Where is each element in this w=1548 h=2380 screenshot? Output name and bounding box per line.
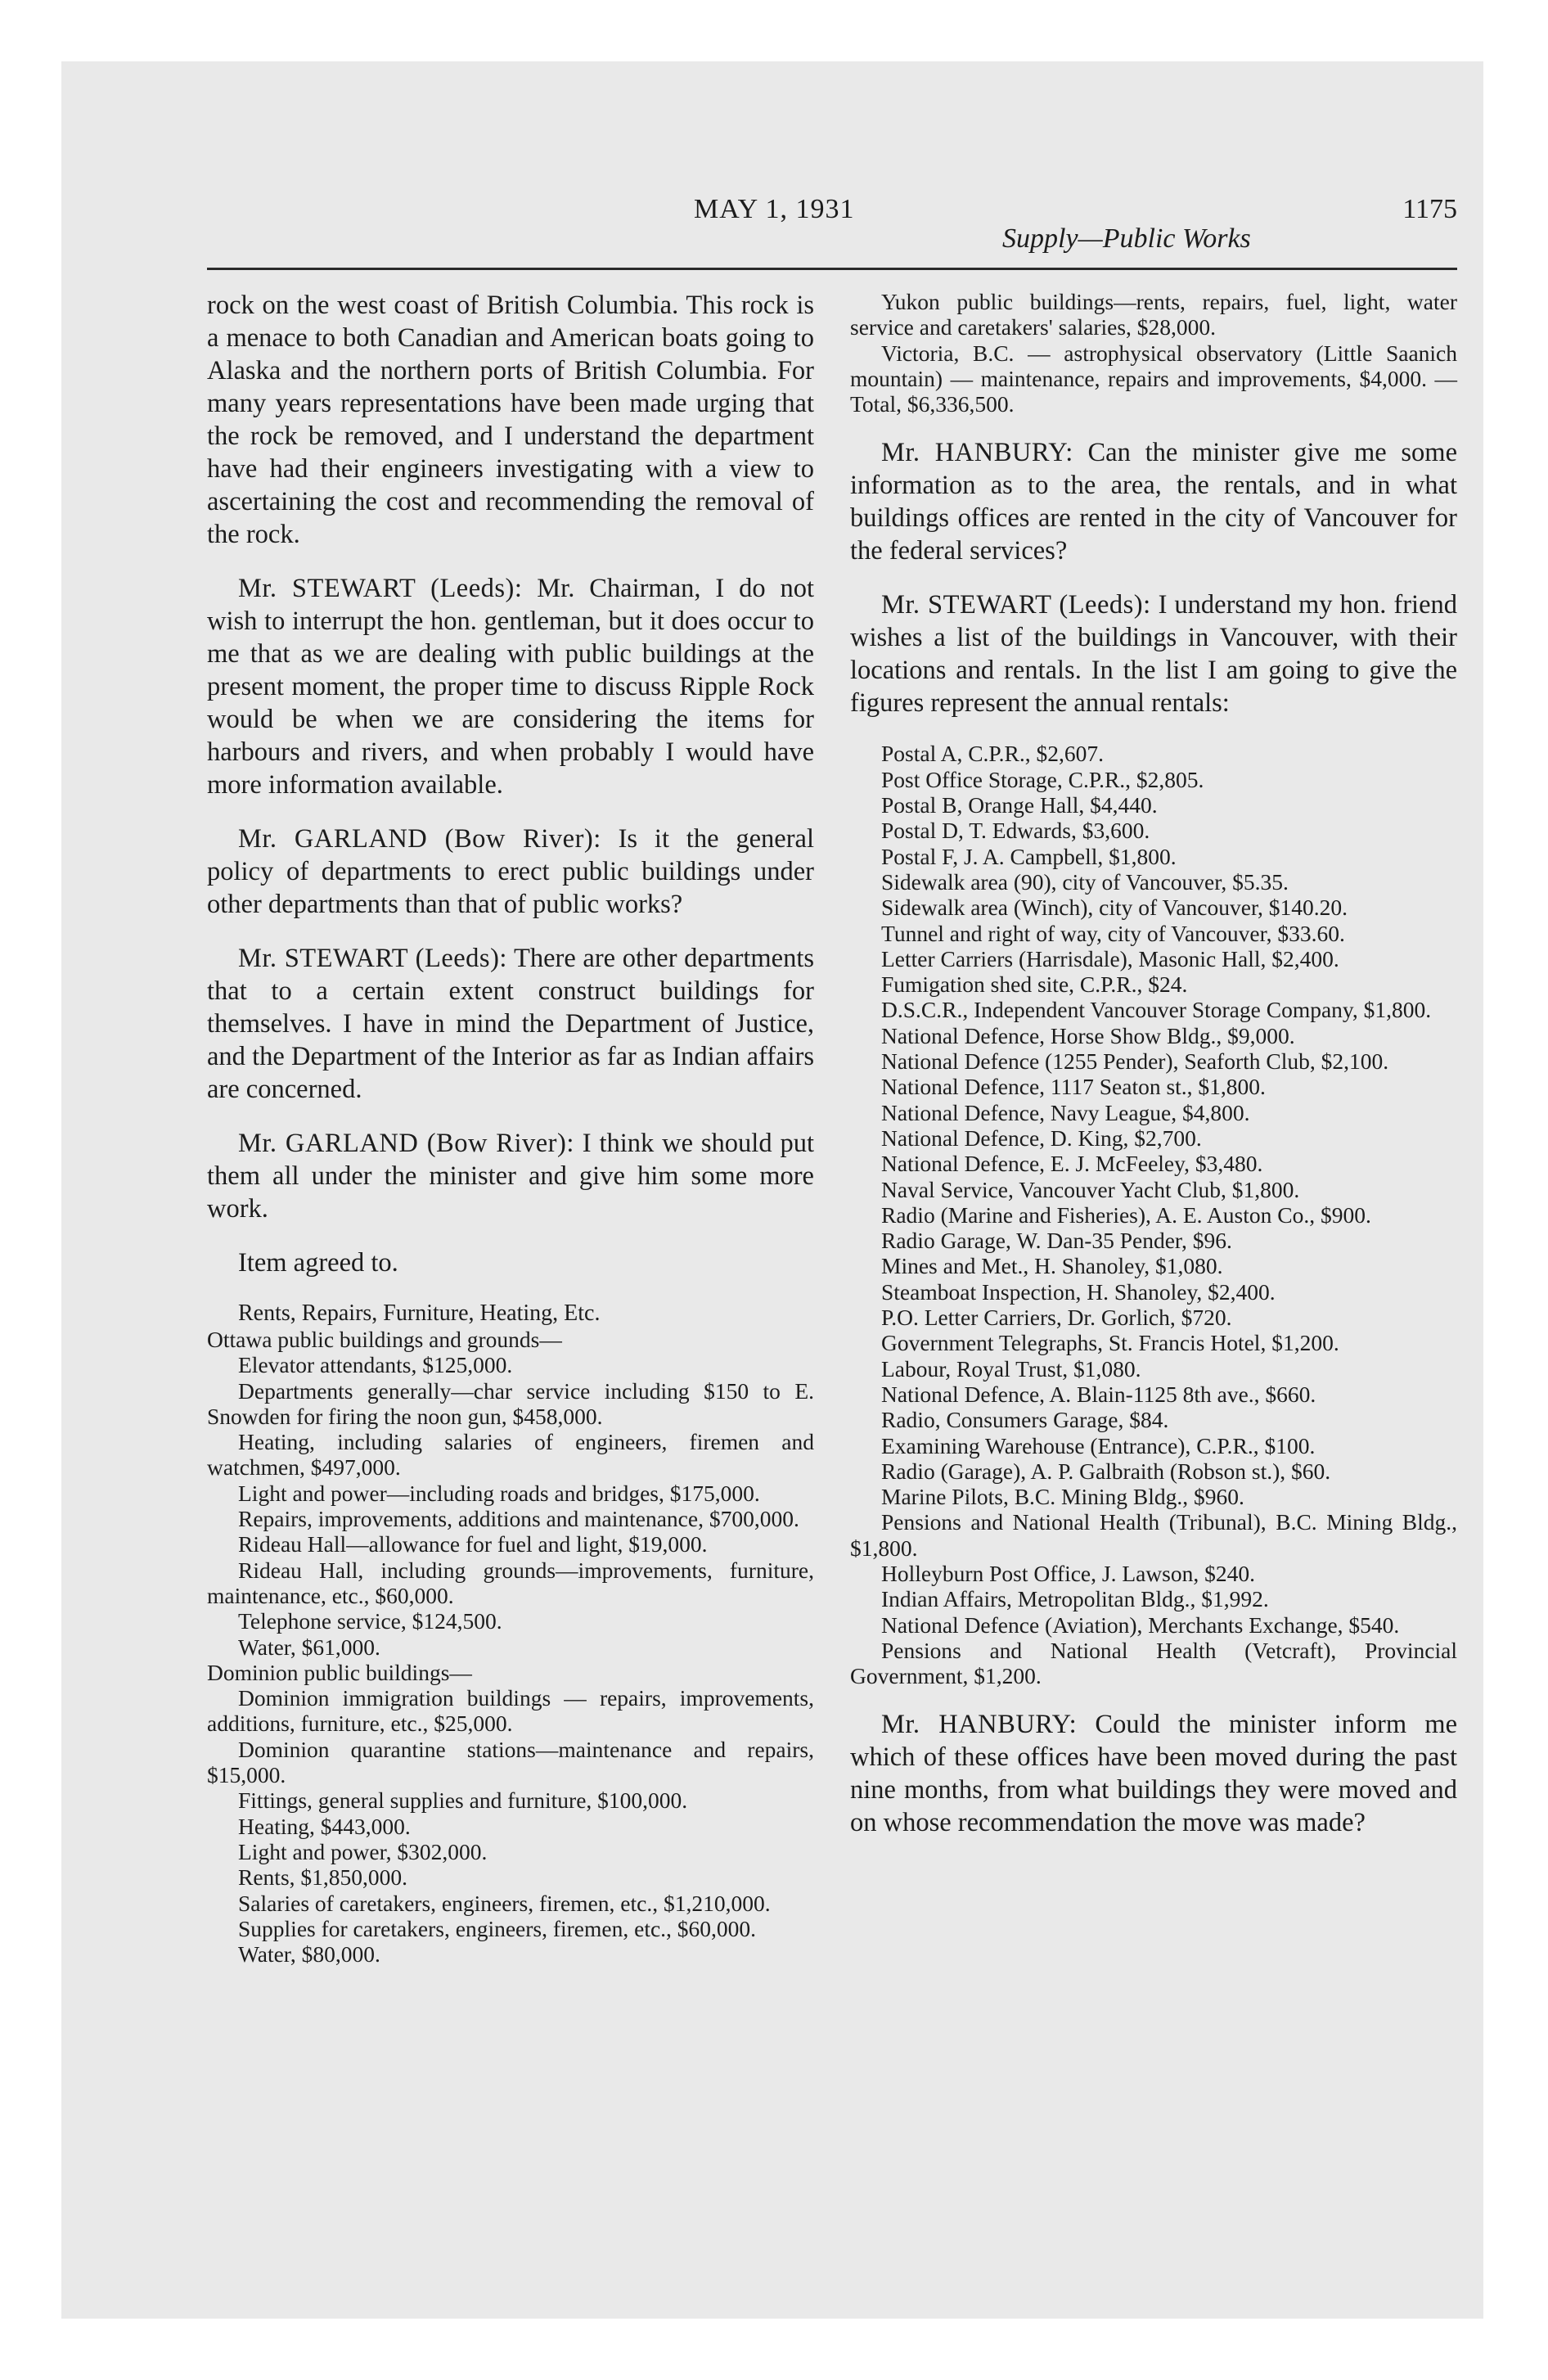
list-item: Repairs, improvements, additions and maintenance, $700,000. [238,1506,799,1532]
rental-item: Pensions and National Health (Tribunal), B.C. Mining Bldg., $1,800. [850,1509,1457,1561]
rental-item: Postal B, Orange Hall, $4,440. [881,792,1158,818]
rental-item: Radio (Garage), A. P. Galbraith (Robson st.), $60. [881,1458,1331,1484]
list-item: Elevator attendants, $125,000. [238,1352,513,1378]
rental-item: National Defence (1255 Pender), Seaforth Club, $2,100. [881,1048,1389,1075]
rental-item: Pensions and National Health (Vetcraft), Provincial Government, $1,200. [850,1637,1457,1689]
rental-item: Fumigation shed site, C.P.R., $24. [881,971,1188,998]
rental-item: Radio, Consumers Garage, $84. [881,1407,1169,1433]
paragraph [207,942,814,1106]
rentals-list [850,741,1457,1688]
rental-item: National Defence, Navy League, $4,800. [881,1099,1250,1125]
rental-item: National Defence, D. King, $2,700. [881,1125,1202,1151]
list-item: Dominion quarantine stations—maintenance and repairs, $15,000. [207,1736,814,1788]
paragraph [207,823,814,921]
rental-item: Examining Warehouse (Entrance), C.P.R., $100. [881,1432,1316,1458]
rental-item: National Defence (Aviation), Merchants Exchange, $540. [881,1611,1400,1638]
list-item: Heating, including salaries of engineers, firemen and watchmen, $497,000. [207,1429,814,1481]
list-item: Rideau Hall, including grounds—improvements, furniture, maintenance, etc., $60,000. [207,1557,814,1608]
rental-item: Post Office Storage, C.P.R., $2,805. [881,766,1204,792]
list-item: Departments generally—char service including $150 to E. Snowden for firing the noon gun, $458,000. [207,1377,814,1429]
page-header [207,184,1457,276]
rental-item: D.S.C.R., Independent Vancouver Storage Company, $1,800. [881,997,1432,1023]
header-date: MAY 1, 1931 [694,194,855,224]
paragraph [207,572,814,801]
speaker-name: Mr. STEWART (Leeds): [881,590,1151,620]
list-item: Fittings, general supplies and furniture, $100,000. [238,1787,688,1814]
list-item: Victoria, B.C. — astrophysical observatory (Little Saanich mountain) — maintenance, repairs and improvements, $4,000. — Total, $6,336,500. [850,340,1457,417]
paragraph [850,588,1457,719]
rental-item: Holleyburn Post Office, J. Lawson, $240. [881,1560,1256,1586]
list-item: Dominion public buildings— [207,1659,472,1685]
rental-item: National Defence, Horse Show Bldg., $9,000. [881,1022,1295,1048]
speech-text: Could the minister inform me which of these offices have been moved during the past nine months, from what buildings they were moved and on whose recommendation the move was made? [850,1710,1457,1838]
list-item: Salaries of caretakers, engineers, firemen, etc., $1,210,000. [238,1890,771,1916]
speech-text: Mr. Chairman, I do not wish to interrupt the hon. gentleman, but it does occur to me that as we are dealing with public buildings at the present moment, the proper time to discuss Ripple Rock would be when we are considering the items for harbours and rivers, and when probably I would have more information available. [207,574,814,800]
list-item: Supplies for caretakers, engineers, firemen, etc., $60,000. [238,1915,757,1941]
list-item: Ottawa public buildings and grounds— [207,1327,562,1352]
scanned-page [61,61,1483,2319]
speaker-name: Mr. HANBURY: [881,1710,1078,1740]
speech-text: Can the minister give me some information as to the area, the rentals, and in what buildings offices are rented in the city of Vancouver for the federal services? [850,438,1457,566]
rental-item: Government Telegraphs, St. Francis Hotel, $1,200. [881,1330,1339,1356]
list-item: Dominion immigration buildings — repairs, improvements, additions, furniture, etc., $25,000. [207,1685,814,1737]
rental-item: Postal A, C.P.R., $2,607. [881,741,1105,767]
speech-text: There are other departments that to a certain extent construct buildings for themselves. I have in mind the Department of Justice, and the Department of the Interior as far as Indian affairs are concerned. [207,944,814,1104]
paragraph: rock on the west coast of British Columbia. This rock is a menace to both Canadian and American boats going to Alaska and the northern ports of British Columbia. For many years representations have been made urging that the rock be removed, and I understand the department have had their engineers investigating with a view to ascertaining the cost and recommending the removal of the rock. [207,291,814,549]
rental-item: Radio (Marine and Fisheries), A. E. Auston Co., $900. [881,1201,1371,1228]
list-item: Light and power—including roads and bridges, $175,000. [238,1480,760,1506]
item-agreed: Item agreed to. [238,1248,398,1278]
left-column [207,289,814,1986]
rental-item: P.O. Letter Carriers, Dr. Gorlich, $720. [881,1305,1232,1331]
right-column [850,289,1457,1860]
list-item: Rideau Hall—allowance for fuel and light, $19,000. [238,1531,708,1557]
paragraph [207,1127,814,1225]
rental-item: Tunnel and right of way, city of Vancouver, $33.60. [881,920,1345,946]
list-item: Water, $80,000. [238,1941,380,1968]
list-heading: Rents, Repairs, Furniture, Heating, Etc. [238,1300,601,1326]
rental-item: Steamboat Inspection, H. Shanoley, $2,400. [881,1278,1276,1305]
rental-item: National Defence, 1117 Seaton st., $1,800. [881,1074,1266,1100]
list-item: Yukon public buildings—rents, repairs, fuel, light, water service and caretakers' salaries, $28,000. [850,289,1457,340]
speaker-name: Mr. HANBURY: [881,438,1073,468]
speaker-name: Mr. GARLAND (Bow River): [238,824,601,854]
page-number: 1175 [1402,194,1457,224]
speaker-name: Mr. GARLAND (Bow River): [238,1129,574,1158]
rental-item: Postal D, T. Edwards, $3,600. [881,818,1150,844]
rental-item: Indian Affairs, Metropolitan Bldg., $1,992. [881,1586,1269,1612]
rental-item: Mines and Met., H. Shanoley, $1,080. [881,1253,1223,1279]
estimate-items [207,1300,814,1967]
rental-item: Radio Garage, W. Dan-35 Pender, $96. [881,1228,1232,1254]
list-item: Water, $61,000. [238,1634,380,1660]
speech-text: I understand my hon. friend wishes a list of the buildings in Vancouver, with their locations and rentals. In the list I am going to give the figures represent the annual rentals: [850,590,1457,719]
rental-item: Marine Pilots, B.C. Mining Bldg., $960. [881,1484,1244,1510]
list-item: Telephone service, $124,500. [238,1608,502,1634]
list-item: Heating, $443,000. [238,1813,411,1839]
header-rule [207,268,1457,270]
rental-item: Naval Service, Vancouver Yacht Club, $1,800. [881,1176,1300,1202]
paragraph [850,1708,1457,1839]
hansard-page [207,184,1457,2320]
rental-item: Labour, Royal Trust, $1,080. [881,1355,1141,1382]
list-item: Light and power, $302,000. [238,1838,488,1864]
header-section: Supply—Public Works [1002,223,1251,254]
estimate-items-continued [850,289,1457,417]
speech-text: I think we should put them all under the minister and give him some more work. [207,1129,814,1224]
rental-item: National Defence, E. J. McFeeley, $3,480. [881,1151,1263,1177]
paragraph [850,436,1457,567]
rental-item: Letter Carriers (Harrisdale), Masonic Hall, $2,400. [881,945,1339,971]
list-item: Rents, $1,850,000. [238,1864,408,1891]
rental-item: Sidewalk area (90), city of Vancouver, $5.35. [881,868,1289,895]
speaker-name: Mr. STEWART (Leeds): [238,944,507,973]
speech-text: Is it the general policy of departments to erect public buildings under other departments than that of public works? [207,824,814,919]
rental-item: National Defence, A. Blain-1125 8th ave., $660. [881,1381,1316,1407]
speaker-name: Mr. STEWART (Leeds): [238,574,523,603]
rental-item: Postal F, J. A. Campbell, $1,800. [881,843,1177,869]
rental-item: Sidewalk area (Winch), city of Vancouver, $140.20. [881,895,1348,921]
